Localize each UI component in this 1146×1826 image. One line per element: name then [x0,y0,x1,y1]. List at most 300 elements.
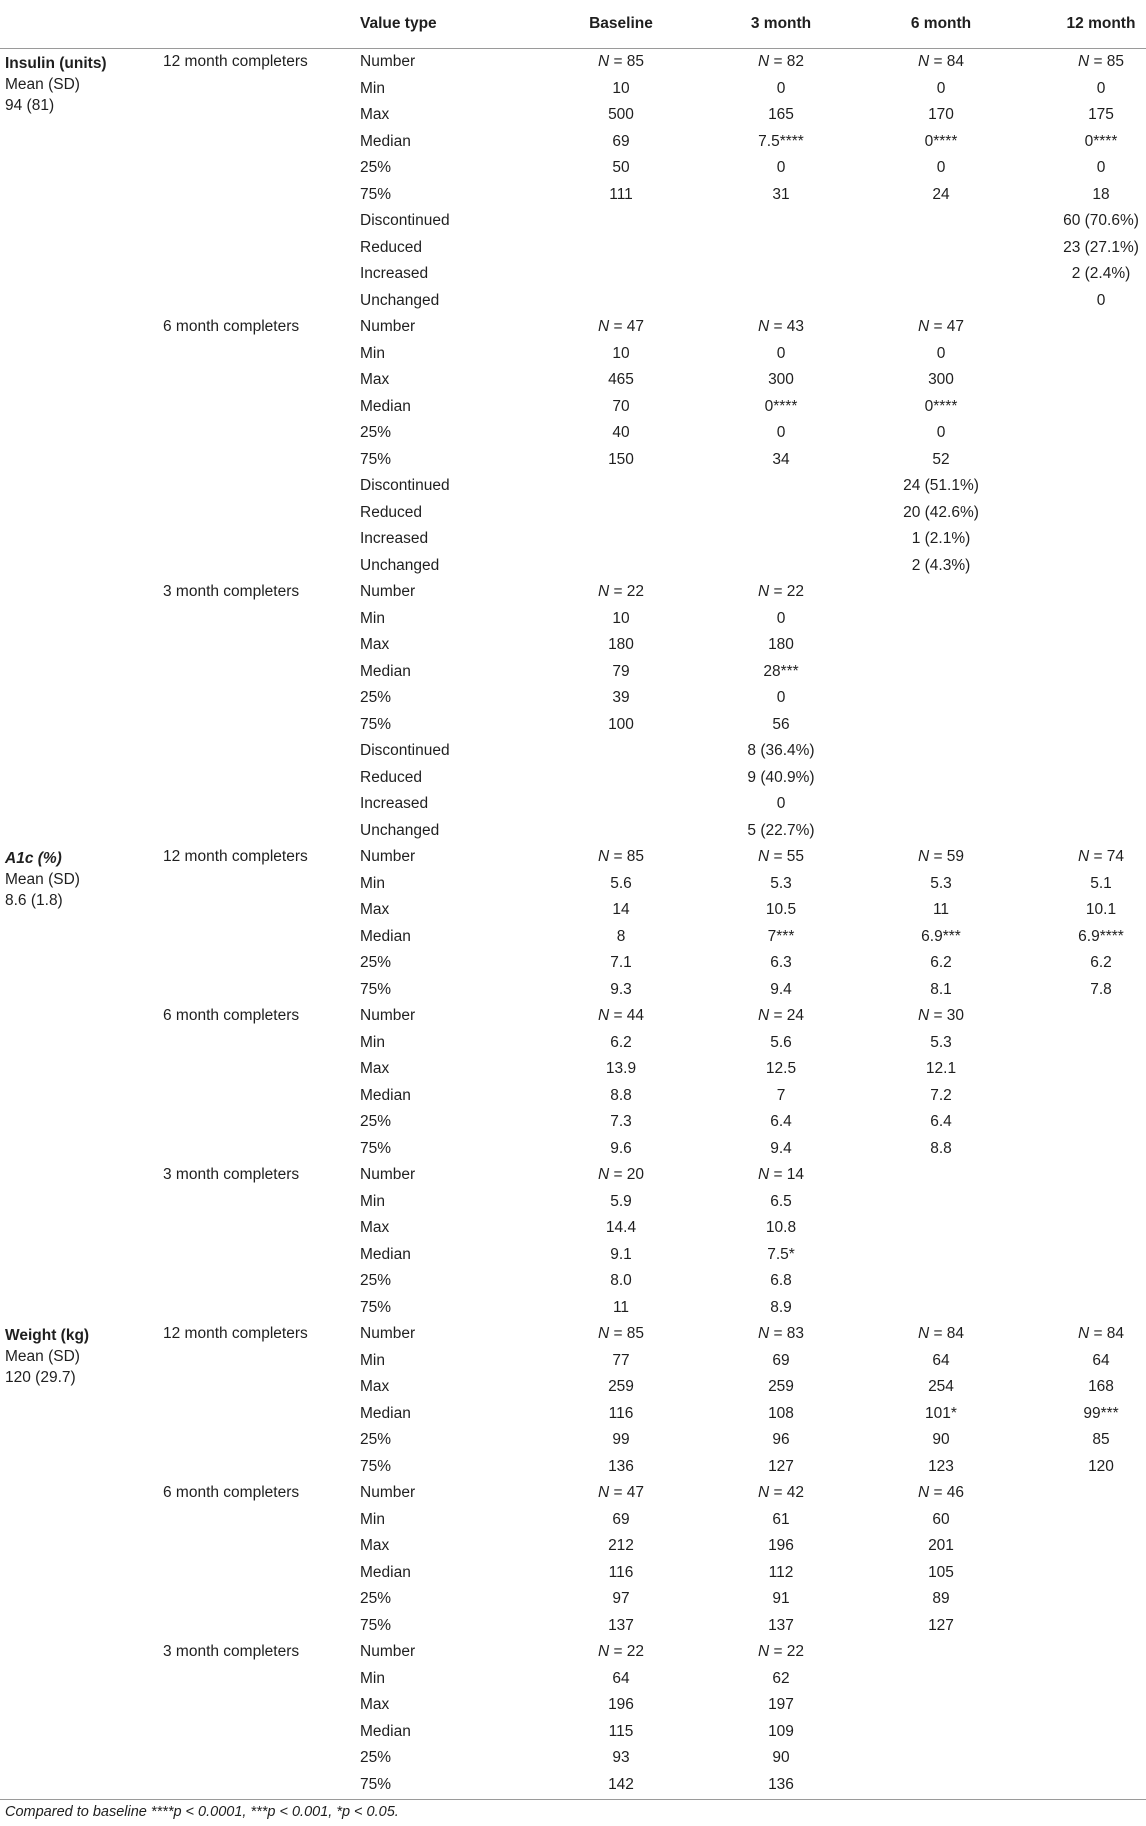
baseline-cell: N = 47 [597,318,645,335]
month-3-cell: 0 [776,79,786,97]
baseline-cell: 111 [609,185,633,203]
month-6-cell: 0 [936,79,946,97]
baseline-cell: 5.9 [610,1192,632,1210]
month-12-cell [1021,1480,1146,1507]
baseline-cell: 9.3 [610,980,632,998]
month-6-cell [861,791,1021,818]
value-type: 25% [360,424,392,441]
month-3-cell: 0 [776,609,786,627]
group-label: 6 month completers [163,318,300,335]
value-type: 25% [360,1590,392,1607]
group-label: 3 month completers [163,1166,300,1183]
value-type: Unchanged [360,291,440,309]
month-12-cell [1021,447,1146,474]
month-3-cell: 0 [776,795,786,812]
month-12-cell: 23 (27.1%) [1063,238,1139,256]
month-12-cell [1021,1692,1146,1719]
month-3-cell: N = 43 [757,318,805,335]
month-6-cell: 12.1 [925,1060,957,1077]
value-type: Number [360,53,416,70]
month-3-cell: 90 [772,1749,790,1766]
month-6-cell: 170 [928,106,954,123]
header-value-type: Value type [355,0,541,49]
baseline-cell: 79 [612,662,630,680]
value-type: Number [360,1643,416,1660]
month-12-cell [1021,712,1146,739]
baseline-cell: 465 [608,371,634,388]
month-12-cell: 120 [1088,1457,1114,1475]
month-12-cell [1021,1268,1146,1295]
group-label: 3 month completers [163,583,300,600]
month-12-cell [1021,1056,1146,1083]
table-row [0,579,1146,606]
month-12-cell [1021,314,1146,341]
baseline-cell: 6.2 [610,1033,632,1051]
baseline-cell: 5.6 [610,874,632,892]
group-label: 12 month completers [163,848,308,865]
value-type: Number [360,1007,416,1024]
value-type: 75% [360,1775,392,1793]
month-12-cell [1021,553,1146,580]
baseline-cell: 259 [608,1378,634,1395]
month-12-cell [1021,1719,1146,1746]
month-3-cell: 5.6 [770,1033,792,1051]
measure-cell [0,844,158,1321]
month-3-cell: 6.5 [770,1192,792,1210]
month-6-cell: 24 [932,185,950,203]
month-12-cell [1021,341,1146,368]
month-3-cell: 5.3 [770,874,792,892]
header-6-month: 6 month [861,0,1021,49]
value-type: Reduced [360,503,423,521]
value-type: Median [360,397,411,415]
value-type: Discontinued [360,742,450,759]
month-3-cell: 0 [776,424,786,441]
month-12-cell [1021,765,1146,792]
month-6-cell [861,1666,1021,1693]
month-3-cell: 8.9 [770,1298,792,1316]
month-3-cell: 6.3 [770,954,792,971]
month-12-cell [1021,1533,1146,1560]
table-row [0,1639,1146,1666]
value-type: Number [360,1325,416,1342]
value-type: Max [360,636,390,653]
month-6-cell: 64 [932,1351,950,1369]
baseline-cell: 69 [612,132,630,150]
month-3-cell: 9.4 [770,980,792,998]
value-type: Discontinued [360,477,450,494]
value-type: 75% [360,1457,392,1475]
month-3-cell [701,553,861,580]
value-type: Max [360,1696,390,1713]
baseline-cell: 13.9 [605,1060,637,1077]
month-3-cell: 108 [768,1404,794,1422]
baseline-cell: 212 [608,1537,634,1554]
month-6-cell: N = 47 [917,318,965,335]
month-6-cell [861,632,1021,659]
value-type: Max [360,1060,390,1077]
month-3-cell: 34 [772,450,790,468]
month-3-cell [701,500,861,527]
month-12-cell [1021,394,1146,421]
month-3-cell: 8 (36.4%) [747,742,815,759]
month-3-cell [701,208,861,235]
value-type: 25% [360,1113,392,1130]
month-6-cell: 20 (42.6%) [903,503,979,521]
value-type: 25% [360,954,392,971]
value-type: Median [360,662,411,680]
value-type: Median [360,1245,411,1263]
month-6-cell: 24 (51.1%) [903,477,979,494]
value-type: Max [360,1537,390,1554]
month-6-cell: 300 [928,371,954,388]
value-type: Min [360,1510,385,1528]
month-6-cell [861,1692,1021,1719]
month-6-cell [861,765,1021,792]
month-6-cell: 123 [928,1457,954,1475]
month-6-cell [861,606,1021,633]
measure-cell [0,49,158,845]
month-3-cell: 91 [772,1590,790,1607]
month-3-cell: N = 83 [757,1325,805,1342]
month-6-cell: 52 [932,450,950,468]
month-6-cell: 6.2 [930,954,952,971]
month-3-cell: 0**** [764,397,798,415]
baseline-cell: 8 [616,927,626,945]
value-type: Median [360,1722,411,1740]
header-measure [0,0,158,49]
value-type: Median [360,1086,411,1104]
month-3-cell: 136 [768,1775,794,1793]
month-3-cell: N = 14 [757,1166,805,1183]
month-12-cell [1021,420,1146,447]
baseline-cell: N = 85 [597,1325,645,1342]
month-3-cell: 165 [768,106,794,123]
baseline-cell: 7.3 [610,1113,632,1130]
month-3-cell: N = 24 [757,1007,805,1024]
month-3-cell: 7.5* [767,1245,795,1263]
value-type: 25% [360,1749,392,1766]
month-12-cell: 6.9**** [1078,927,1124,945]
value-type: Median [360,927,411,945]
month-3-cell [701,288,861,315]
month-6-cell: 0**** [924,132,958,150]
table-row [0,844,1146,871]
baseline-cell: N = 85 [597,848,645,865]
value-type: Max [360,1378,390,1395]
value-type: 75% [360,980,392,998]
month-3-cell: 0 [776,344,786,362]
value-type: Max [360,901,390,918]
month-12-cell: 6.2 [1090,954,1112,971]
table-row [0,1321,1146,1348]
month-3-cell: 56 [772,715,790,733]
baseline-cell [541,818,701,845]
value-type: 25% [360,689,392,706]
value-type: Increased [360,530,429,547]
measure-cell [0,1321,158,1798]
month-6-cell: N = 59 [917,848,965,865]
month-3-cell: 7*** [767,927,795,945]
value-type: Unchanged [360,556,440,574]
month-6-cell [861,1189,1021,1216]
month-6-cell [861,1772,1021,1799]
month-3-cell: 31 [772,185,790,203]
month-6-cell: N = 84 [917,1325,965,1342]
month-12-cell: 0 [1096,159,1106,176]
month-6-cell: 105 [928,1563,954,1581]
month-3-cell: N = 22 [757,1643,805,1660]
baseline-cell [541,208,701,235]
baseline-cell: 97 [612,1590,630,1607]
month-6-cell [861,1268,1021,1295]
value-type: 75% [360,1616,392,1634]
header-group [158,0,355,49]
baseline-cell [541,235,701,262]
month-12-cell: 7.8 [1090,980,1112,998]
month-12-cell [1021,1745,1146,1772]
month-6-cell [861,685,1021,712]
value-type: Max [360,106,390,123]
month-6-cell: 2 (4.3%) [911,556,971,574]
month-6-cell: 5.3 [930,874,952,892]
month-12-cell: 10.1 [1085,901,1117,918]
month-3-cell: 0 [776,689,786,706]
month-3-cell: 61 [772,1510,790,1528]
value-type: Discontinued [360,212,450,229]
month-6-cell [861,1719,1021,1746]
header-baseline: Baseline [541,0,701,49]
month-6-cell: N = 46 [917,1484,965,1501]
value-type: Min [360,1669,385,1687]
month-6-cell [861,1745,1021,1772]
month-3-cell: 7 [776,1086,786,1104]
table-row [0,1480,1146,1507]
value-type: Min [360,1033,385,1051]
month-6-cell: 5.3 [930,1033,952,1051]
month-12-cell [1021,367,1146,394]
month-3-cell: 259 [768,1378,794,1395]
month-6-cell [861,1639,1021,1666]
month-3-cell: 62 [772,1669,790,1687]
month-6-cell: N = 30 [917,1007,965,1024]
month-12-cell [1021,1507,1146,1534]
baseline-cell [541,738,701,765]
baseline-cell: 115 [608,1722,634,1740]
month-6-cell: 89 [932,1590,950,1607]
month-12-cell: 0 [1096,79,1106,97]
month-6-cell [861,1215,1021,1242]
month-6-cell: 6.4 [930,1113,952,1130]
baseline-cell: 116 [608,1563,634,1581]
table-header [0,0,1146,49]
month-12-cell [1021,818,1146,845]
month-6-cell: 0 [936,344,946,362]
header-3-month: 3 month [701,0,861,49]
month-12-cell: 5.1 [1090,874,1112,892]
month-12-cell: 85 [1092,1431,1110,1448]
month-6-cell [861,738,1021,765]
value-type: 75% [360,185,392,203]
month-6-cell: 254 [928,1378,954,1395]
month-12-cell: N = 85 [1077,53,1125,70]
baseline-cell: 10 [612,344,630,362]
month-3-cell: 137 [768,1616,794,1634]
baseline-cell: 116 [608,1404,634,1422]
month-3-cell: 300 [768,371,794,388]
baseline-cell: 9.1 [610,1245,632,1263]
value-type: Min [360,874,385,892]
month-12-cell [1021,1613,1146,1640]
month-3-cell: 10.8 [765,1219,797,1236]
baseline-cell: 142 [608,1775,634,1793]
baseline-cell [541,791,701,818]
month-12-cell: 0 [1096,291,1106,309]
baseline-cell: 500 [608,106,634,123]
month-3-cell: N = 42 [757,1484,805,1501]
group-label: 3 month completers [163,1643,300,1660]
month-12-cell: 99*** [1083,1404,1119,1422]
month-12-cell [1021,1215,1146,1242]
month-12-cell [1021,1560,1146,1587]
table-row [0,1003,1146,1030]
baseline-cell: 180 [608,636,634,653]
baseline-cell: N = 85 [597,53,645,70]
month-12-cell [1021,1162,1146,1189]
month-3-cell [701,473,861,500]
table-row [0,1162,1146,1189]
month-6-cell: N = 84 [917,53,965,70]
month-6-cell [861,1162,1021,1189]
baseline-cell: 64 [612,1669,630,1687]
month-3-cell: 0 [776,159,786,176]
baseline-cell: N = 22 [597,1643,645,1660]
month-3-cell: 109 [768,1722,794,1740]
baseline-cell: 11 [612,1298,630,1316]
baseline-cell [541,553,701,580]
group-label: 12 month completers [163,53,308,70]
month-12-cell [1021,791,1146,818]
mean-label: Mean (SD) [5,76,80,93]
month-3-cell: 7.5**** [758,132,804,150]
baseline-cell [541,526,701,553]
baseline-cell: 100 [608,715,634,733]
month-12-cell [1021,738,1146,765]
month-12-cell [1021,1242,1146,1269]
month-3-cell: 12.5 [765,1060,797,1077]
month-3-cell: 6.8 [770,1272,792,1289]
baseline-cell: 7.1 [610,954,632,971]
month-12-cell [1021,500,1146,527]
baseline-cell [541,765,701,792]
value-type: 75% [360,1298,392,1316]
month-3-cell [701,261,861,288]
value-type: 75% [360,450,392,468]
month-3-cell: 9 (40.9%) [747,768,815,786]
month-12-cell: 175 [1088,106,1114,123]
baseline-cell: 8.8 [610,1086,632,1104]
table-row [0,49,1146,76]
month-6-cell: 90 [932,1431,950,1448]
value-type: Increased [360,265,429,282]
baseline-cell: 14 [612,901,630,918]
baseline-cell: 196 [608,1696,634,1713]
baseline-cell: 40 [612,424,630,441]
mean-value: 94 (81) [5,97,55,114]
month-3-cell: N = 82 [757,53,805,70]
month-12-cell [1021,1666,1146,1693]
value-type: Min [360,1351,385,1369]
month-12-cell: 2 (2.4%) [1071,265,1131,282]
month-6-cell [861,1242,1021,1269]
mean-label: Mean (SD) [5,1348,80,1365]
month-6-cell [861,261,1021,288]
value-type: 25% [360,1431,392,1448]
month-6-cell: 0 [936,159,946,176]
month-3-cell: 9.4 [770,1139,792,1157]
baseline-cell: 70 [612,397,630,415]
month-12-cell: 64 [1092,1351,1110,1369]
footnote: Compared to baseline ****p < 0.0001, ***p < 0.001, *p < 0.05. [5,1804,399,1820]
month-12-cell [1021,1030,1146,1057]
month-12-cell [1021,659,1146,686]
value-type: Increased [360,795,429,812]
value-type: Min [360,344,385,362]
month-12-cell [1021,632,1146,659]
baseline-cell: N = 44 [597,1007,645,1024]
baseline-cell: N = 47 [597,1484,645,1501]
month-6-cell: 8.1 [930,980,952,998]
month-12-cell: N = 74 [1077,848,1125,865]
month-3-cell [701,526,861,553]
month-12-cell [1021,1003,1146,1030]
month-6-cell [861,659,1021,686]
mean-label: Mean (SD) [5,871,80,888]
group-label: 12 month completers [163,1325,308,1342]
value-type: 75% [360,1139,392,1157]
baseline-cell: 8.0 [610,1272,632,1289]
baseline-cell [541,500,701,527]
value-type: Number [360,1166,416,1183]
month-6-cell [861,579,1021,606]
month-3-cell: 96 [772,1431,790,1448]
value-type: 25% [360,159,392,176]
value-type: Number [360,848,416,865]
month-6-cell [861,818,1021,845]
month-3-cell: 6.4 [770,1113,792,1130]
table-body [0,49,1146,1799]
value-type: Min [360,609,385,627]
month-12-cell [1021,579,1146,606]
value-type: Unchanged [360,821,440,839]
measure-name: Weight (kg) [5,1327,90,1344]
header-12-month: 12 month [1021,0,1146,49]
baseline-cell: 39 [612,689,630,706]
month-6-cell [861,208,1021,235]
value-type: Max [360,371,390,388]
month-3-cell: 28*** [763,662,799,680]
month-12-cell [1021,606,1146,633]
table-row [0,314,1146,341]
header-row [0,0,1146,49]
month-12-cell [1021,685,1146,712]
baseline-cell: 150 [608,450,634,468]
baseline-cell [541,261,701,288]
baseline-cell: N = 22 [597,583,645,600]
month-6-cell: 127 [928,1616,954,1634]
month-12-cell [1021,1136,1146,1163]
month-3-cell: 10.5 [765,901,797,918]
